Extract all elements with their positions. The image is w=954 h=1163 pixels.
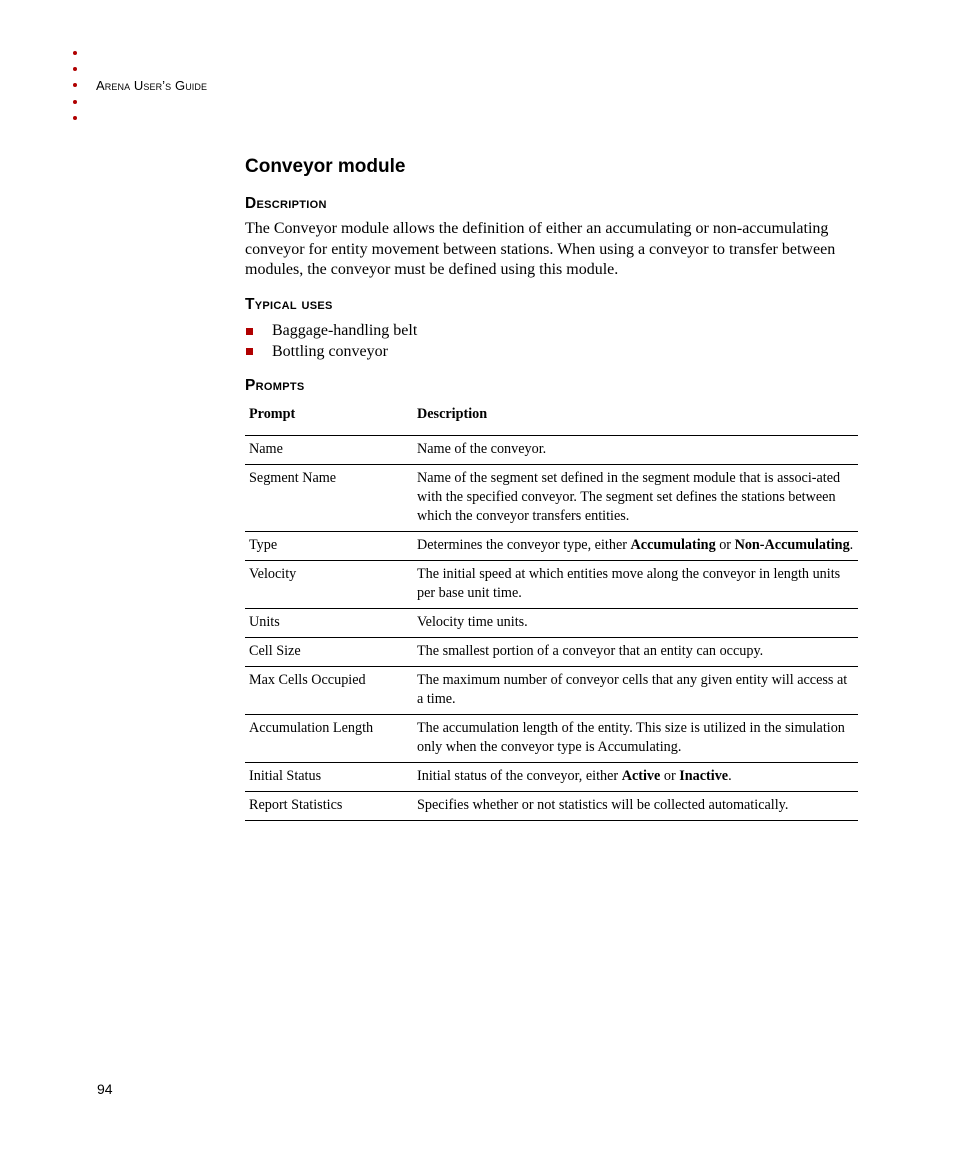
running-head: Arena User’s Guide <box>96 77 208 93</box>
description-cell <box>413 436 858 465</box>
prompt-cell: Max Cells Occupied <box>245 667 413 715</box>
description-text: The Conveyor module allows the definition of either an accumulating or non-accumulating conveyor for entity movement between stations. When using a conveyor to transfer between modules, the conveyor must be defined using this module. <box>245 220 836 279</box>
module-title: Conveyor module <box>245 156 406 177</box>
description-cell <box>413 667 858 715</box>
square-bullet-icon <box>246 328 253 335</box>
page-content <box>245 155 858 821</box>
table-row <box>245 561 858 609</box>
prompt-cell: Cell Size <box>245 638 413 667</box>
description-text: Initial status of the conveyor, either <box>417 768 622 785</box>
description-cell <box>413 763 858 792</box>
description-text: The maximum number of conveyor cells that any given entity will access at a time. <box>417 672 848 708</box>
table-row <box>245 465 858 532</box>
description-cell <box>413 638 858 667</box>
list-item <box>245 321 858 342</box>
table-row <box>245 436 858 465</box>
table-row <box>245 763 858 792</box>
typical-uses-list <box>245 321 858 362</box>
description-bold-term: Active <box>621 768 661 785</box>
prompt-cell: Velocity <box>245 561 413 609</box>
square-bullet-icon <box>246 348 253 355</box>
description-bold-term: Inactive <box>679 768 729 785</box>
description-text: Velocity time units. <box>417 614 528 631</box>
bullet-dot-icon <box>73 100 77 104</box>
description-bold-term: Non-Accumulating <box>734 537 850 554</box>
prompt-cell: Segment Name <box>245 465 413 532</box>
table-row <box>245 532 858 561</box>
description-text: . <box>849 537 854 554</box>
margin-bullet <box>73 45 273 61</box>
description-cell <box>413 792 858 821</box>
page-number: 94 <box>97 1081 113 1097</box>
description-cell <box>413 561 858 609</box>
list-item-text: Baggage-handling belt <box>272 322 418 340</box>
typical-uses-heading: Typical uses <box>245 296 333 314</box>
prompt-cell: Accumulation Length <box>245 715 413 763</box>
bullet-dot-icon <box>73 83 77 87</box>
description-text: The initial speed at which entities move along the conveyor in length units per base unit time. <box>417 566 841 602</box>
prompt-cell: Type <box>245 532 413 561</box>
bullet-dot-icon <box>73 67 77 71</box>
description-cell <box>413 609 858 638</box>
prompt-cell: Initial Status <box>245 763 413 792</box>
description-bold-term: Accumulating <box>630 537 716 554</box>
margin-bullets <box>73 45 273 126</box>
description-cell <box>413 532 858 561</box>
margin-bullet <box>73 110 273 126</box>
description-text: The accumulation length of the entity. This size is utilized in the simulation only when the conveyor type is Accumulating. <box>417 720 845 756</box>
list-item <box>245 342 858 363</box>
prompts-heading: Prompts <box>245 377 305 395</box>
margin-bullet <box>73 61 273 77</box>
table-row <box>245 715 858 763</box>
description-cell <box>413 465 858 532</box>
prompt-cell: Report Statistics <box>245 792 413 821</box>
description-text: The smallest portion of a conveyor that an entity can occupy. <box>417 643 764 660</box>
margin-bullet <box>73 94 273 110</box>
description-text: Name of the segment set defined in the segment module that is associ-ated with the specified conveyor. The segment set defines the stations between which the conveyor transfers entities. <box>417 470 841 525</box>
table-header-row <box>245 400 858 436</box>
description-text: Name of the conveyor. <box>417 441 547 458</box>
table-row <box>245 667 858 715</box>
table-row <box>245 638 858 667</box>
bullet-dot-icon <box>73 116 77 120</box>
description-heading: Description <box>245 195 327 212</box>
prompt-cell: Units <box>245 609 413 638</box>
column-header-description: Description <box>417 406 488 423</box>
description-text: Determines the conveyor type, either <box>417 537 631 554</box>
margin-bullet-with-running-head <box>73 77 273 93</box>
table-row <box>245 792 858 821</box>
table-row <box>245 609 858 638</box>
description-text: . <box>728 768 732 785</box>
bullet-dot-icon <box>73 51 77 55</box>
prompts-table <box>245 400 858 821</box>
column-header-prompt: Prompt <box>249 406 296 423</box>
description-text: Specifies whether or not statistics will be collected automatically. <box>417 797 789 814</box>
description-text: or <box>660 768 680 785</box>
description-cell <box>413 715 858 763</box>
prompt-cell: Name <box>245 436 413 465</box>
list-item-text: Bottling conveyor <box>272 342 388 360</box>
description-text: or <box>715 537 735 554</box>
